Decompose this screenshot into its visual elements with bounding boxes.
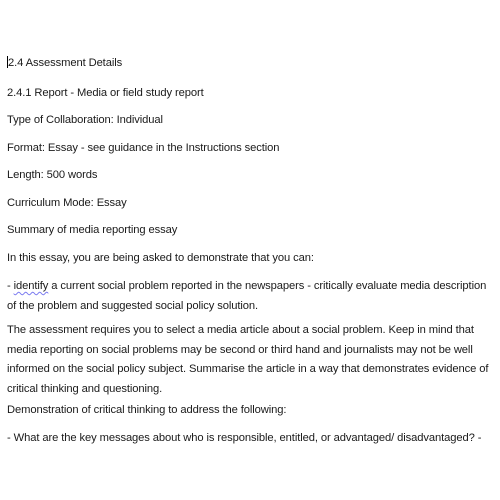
summary-title: Summary of media reporting essay — [7, 224, 178, 236]
spellcheck-word: identify — [13, 280, 49, 292]
assessment-paragraph: The assessment requires you to select a media article about a social problem. Keep in mind that media reporting on social problems may be second or third hand and journalists may not be well informed on the social policy subject. Summarise the article in a way that demonstrates evidence of critical thinking and questioning. — [7, 324, 489, 395]
critical-thinking-line: Demonstration of critical thinking to address the following: — [7, 404, 287, 416]
bullet-identify — [7, 277, 497, 316]
intro-line: In this essay, you are being asked to demonstrate that you can: — [7, 252, 314, 264]
key-messages-line: - What are the key messages about who is responsible, entitled, or advantaged/ disadvantaged? - — [7, 432, 482, 444]
collaboration-type: Type of Collaboration: Individual — [7, 114, 163, 126]
length-line: Length: 500 words — [7, 169, 98, 181]
report-title: 2.4.1 Report - Media or field study report — [7, 87, 204, 99]
bullet-dash: - — [7, 280, 14, 292]
bullet-text: a current social problem reported in the newspapers - critically evaluate media description of the problem and suggested social policy solution. — [7, 280, 487, 312]
format-line: Format: Essay - see guidance in the Instructions section — [7, 142, 280, 154]
section-heading-text: .4 Assessment Details — [14, 57, 123, 69]
section-heading — [7, 56, 122, 69]
section-heading-number: 2 — [8, 57, 15, 69]
curriculum-mode: Curriculum Mode: Essay — [7, 197, 127, 209]
